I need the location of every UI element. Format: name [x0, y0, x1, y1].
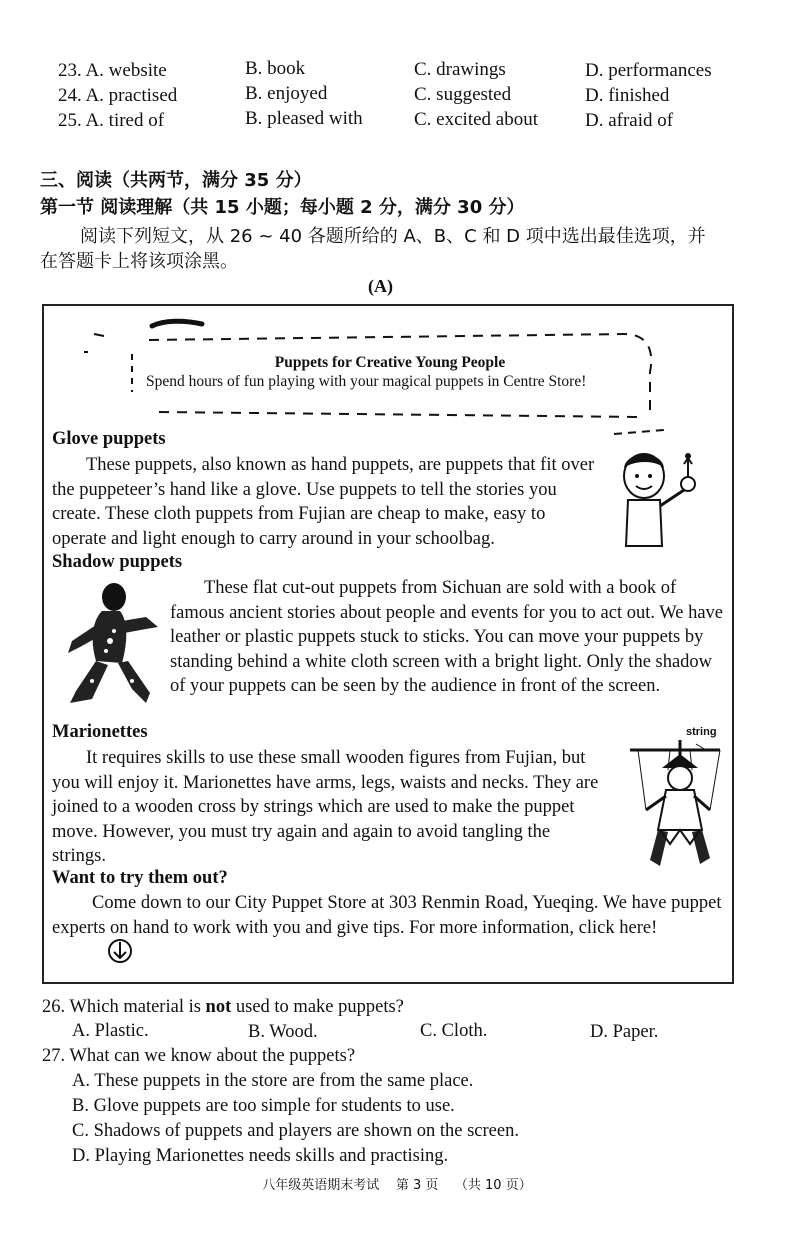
marionettes-heading: Marionettes	[52, 722, 148, 742]
option-25b: B. pleased with	[245, 108, 363, 129]
shadow-puppet-illustration	[62, 581, 162, 716]
part-title: 第一节 阅读理解（共 15 小题；每小题 2 分，满分 30 分）	[40, 197, 525, 218]
question-26-option-c[interactable]: C. Cloth.	[420, 1021, 488, 1041]
option-25d: D. afraid of	[585, 110, 674, 131]
option-25c: C. excited about	[414, 109, 538, 130]
marionette-illustration	[610, 740, 730, 870]
question-27-option-c[interactable]: C. Shadows of puppets and players are shown on the screen.	[72, 1121, 519, 1141]
glove-text: These puppets, also known as hand puppets, are puppets that fit over the puppeteer’s hand like a glove. Use puppets to tell the stories you create. These cloth puppets from Fujian are cheap to make, easy to operate and light enough to carry around in your schoolbag.	[52, 455, 595, 549]
question-26-option-d[interactable]: D. Paper.	[590, 1022, 659, 1042]
option-23a: 23. A. website	[58, 60, 167, 81]
option-23d: D. performances	[585, 60, 712, 81]
marionettes-text: It requires skills to use these small wooden figures from Fujian, but you will enjoy it. Marionettes have arms, legs, waists and necks. They are joined to a wooden cross by strings which are used to make the puppet move. However, you must try again and again to avoid tangling the strings.	[52, 748, 599, 866]
try-text: Come down to our City Puppet Store at 303 Renmin Road, Yueqing. We have puppet experts on hand to work with you and give tips. For more information, click here!	[52, 893, 722, 938]
shadow-heading: Shadow puppets	[52, 552, 183, 572]
banner-title: Puppets for Creative Young People	[274, 354, 506, 371]
option-23c: C. drawings	[414, 59, 506, 80]
section-title: 三、阅读（共两节，满分 35 分）	[40, 170, 312, 191]
question-26-option-b[interactable]: B. Wood.	[248, 1022, 318, 1042]
glove-puppet-illustration	[612, 446, 712, 556]
string-label: string	[686, 726, 717, 738]
glove-heading: Glove puppets	[52, 429, 166, 449]
instruction-line-2: 在答题卡上将该项涂黑。	[40, 251, 238, 272]
option-24a: 24. A. practised	[58, 85, 178, 106]
click-down-arrow-icon[interactable]	[107, 938, 133, 964]
question-26-stem: 26. Which material is not used to make puppets?	[42, 997, 404, 1017]
instruction-line-1: 阅读下列短文，从 26 ~ 40 各题所给的 A、B、C 和 D 项中选出最佳选项，并	[80, 226, 706, 247]
question-27-option-d[interactable]: D. Playing Marionettes needs skills and practising.	[72, 1146, 449, 1166]
question-27-option-a[interactable]: A. These puppets in the store are from the same place.	[72, 1071, 474, 1091]
option-24b: B. enjoyed	[245, 83, 328, 104]
option-24d: D. finished	[585, 85, 670, 106]
banner-subtitle: Spend hours of fun playing with your magical puppets in Centre Store!	[146, 373, 587, 390]
question-27-option-b[interactable]: B. Glove puppets are too simple for students to use.	[72, 1096, 455, 1116]
question-26-option-a[interactable]: A. Plastic.	[72, 1021, 149, 1041]
option-25a: 25. A. tired of	[58, 110, 165, 131]
question-27-stem: 27. What can we know about the puppets?	[42, 1046, 356, 1066]
page-footer: 八年级英语期末考试 第 3 页 （共 10 页）	[262, 1178, 532, 1193]
passage-label: (A)	[368, 276, 393, 296]
option-24c: C. suggested	[414, 84, 512, 105]
option-23b: B. book	[245, 58, 306, 79]
shadow-text: These flat cut-out puppets from Sichuan are sold with a book of famous ancient stories about people and events for you to act out. We have leather or plastic puppets stuck to sticks. You can move your puppets by standing behind a white cloth screen with a bright light. Only the shadow of your puppets can be seen by the audience in front of the screen.	[170, 578, 724, 696]
passage-box	[42, 304, 734, 984]
try-heading: Want to try them out?	[52, 868, 228, 888]
